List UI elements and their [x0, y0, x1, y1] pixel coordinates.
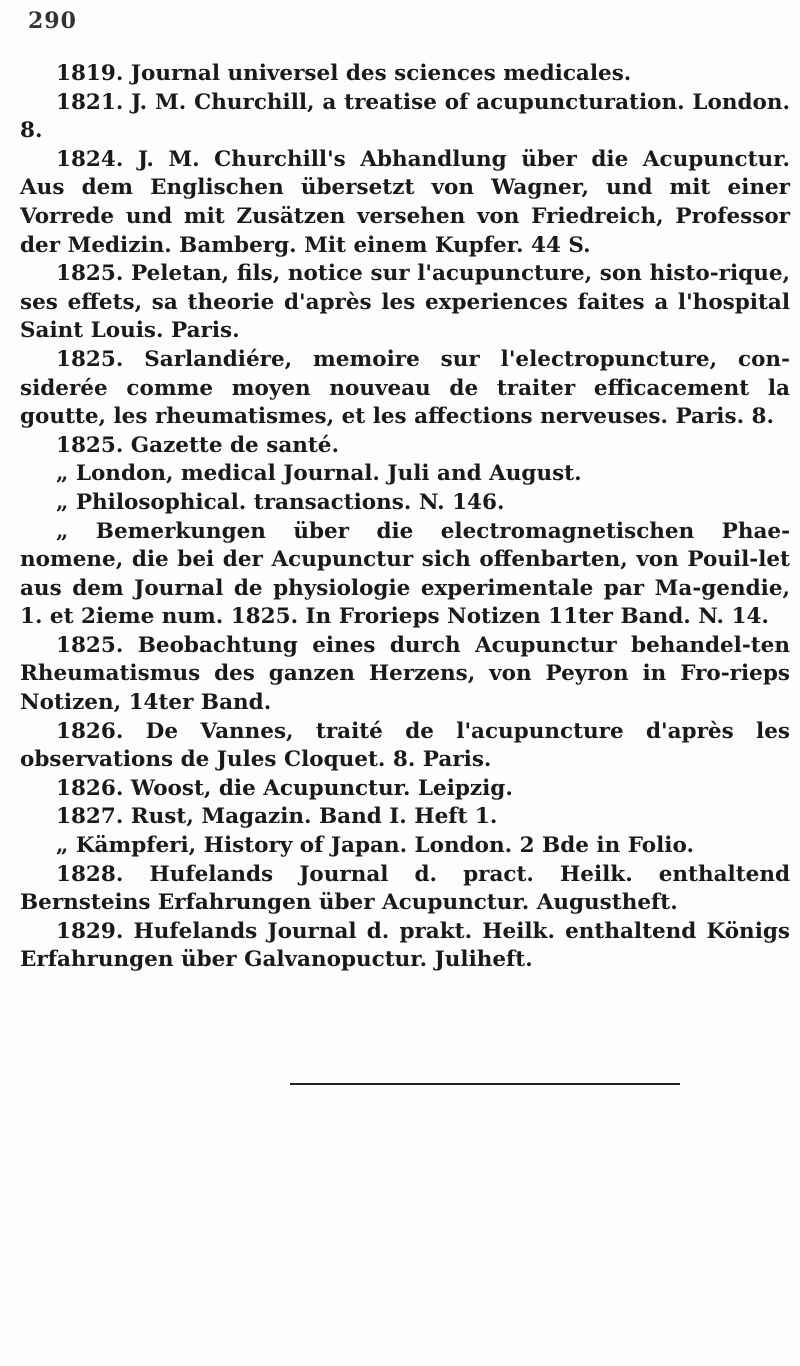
bibliography-entry: 1827. Rust, Magazin. Band I. Heft 1.	[56, 804, 498, 830]
bibliography-entry: 1826. Woost, die Acupunctur. Leipzig.	[56, 775, 513, 801]
bibliography-entry: „ Bemerkungen über die electromagnetischen Phae-nomene, die bei der Acupunctur sich offenbarten, von Pouil-let aus dem Journal de physiologie experimentale par Ma-gendie, 1. et 2ieme num. 1825. In Frorieps Notizen 11ter Band. N. 14.	[20, 518, 790, 630]
bibliography-entry: 1824. J. M. Churchill's Abhandlung über die Acupunctur. Aus dem Englischen übersetzt von Wagner, und mit einer Vorrede und mit Zusätzen versehen von Friedreich, Professor der Medizin. Bamberg. Mit einem Kupfer. 44 S.	[20, 146, 790, 258]
bibliography-entry: 1825. Gazette de santé.	[56, 432, 339, 458]
bibliography-list	[20, 60, 790, 975]
bibliography-entry: 1825. Sarlandiére, memoire sur l'electropuncture, con-siderée comme moyen nouveau de traiter efficacement la goutte, les rheumatismes, et les affections nerveuses. Paris. 8.	[20, 346, 790, 430]
bibliography-entry: 1829. Hufelands Journal d. prakt. Heilk. enthaltend Königs Erfahrungen über Galvanopuctur. Juliheft.	[20, 918, 790, 973]
bibliography-entry: „ Kämpferi, History of Japan. London. 2 Bde in Folio.	[56, 833, 694, 859]
page-number: 290	[28, 8, 77, 34]
bibliography-entry: 1825. Beobachtung eines durch Acupunctur behandel-ten Rheumatismus des ganzen Herzens, von Peyron in Fro-rieps Notizen, 14ter Band.	[20, 632, 790, 716]
bibliography-entry: 1819. Journal universel des sciences medicales.	[56, 61, 632, 86]
bibliography-entry: 1828. Hufelands Journal d. pract. Heilk. enthaltend Bernsteins Erfahrungen über Acupunctur. Augustheft.	[20, 861, 790, 916]
bibliography-entry: 1826. De Vannes, traité de l'acupuncture d'après les observations de Jules Cloquet. 8. Paris.	[20, 718, 790, 773]
section-end-rule	[290, 1083, 680, 1085]
bibliography-entry: 1825. Peletan, fils, notice sur l'acupuncture, son histo-rique, ses effets, sa theorie d'après les experiences faites a l'hospital Saint Louis. Paris.	[20, 261, 790, 344]
bibliography-entry: „ London, medical Journal. Juli and August.	[56, 461, 582, 487]
bibliography-entry: „ Philosophical. transactions. N. 146.	[56, 489, 505, 515]
bibliography-entry: 1821. J. M. Churchill, a treatise of acupuncturation. London. 8.	[20, 89, 790, 144]
